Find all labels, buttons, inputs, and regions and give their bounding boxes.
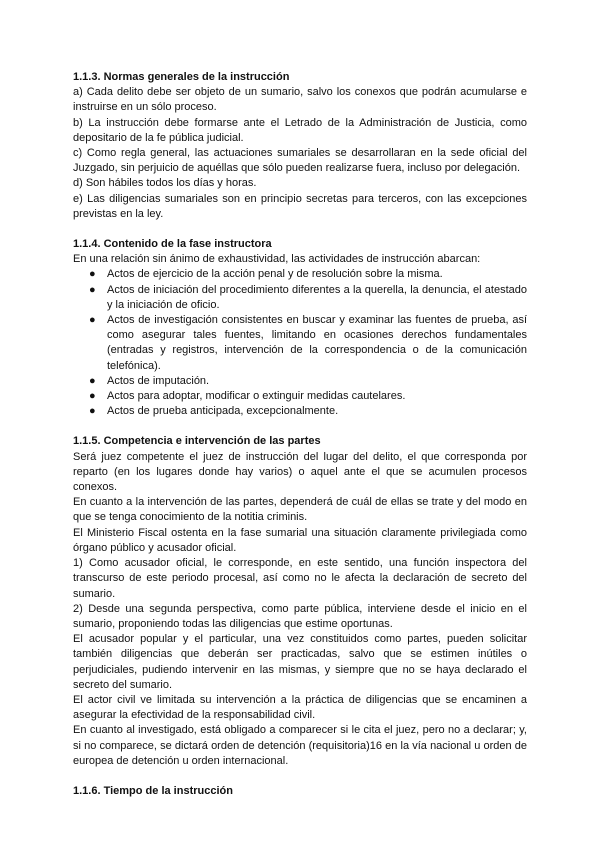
bullet-list [73, 267, 527, 419]
section-competencia-partes [73, 434, 527, 768]
section-normas-generales [73, 70, 527, 222]
paragraph: a) Cada delito debe ser objeto de un sumario, salvo los conexos que podrán acumularse e instruirse en un sólo proceso. [73, 86, 527, 114]
section-heading: 1.1.6. Tiempo de la instrucción [73, 784, 233, 797]
bullet-icon: ● [89, 390, 96, 403]
bullet-icon: ● [89, 405, 96, 418]
paragraph: b) La instrucción debe formarse ante el Letrado de la Administración de Justicia, como depositario de la fe pública judicial. [73, 116, 527, 144]
list-item-text: Actos de ejercicio de la acción penal y de resolución sobre la misma. [107, 268, 443, 281]
bullet-icon: ● [89, 268, 96, 281]
section-contenido-fase [73, 237, 527, 419]
section-spacer [73, 769, 527, 784]
list-item-text: Actos para adoptar, modificar o extinguir medidas cautelares. [107, 390, 406, 403]
section-heading: 1.1.4. Contenido de la fase instructora [73, 238, 272, 251]
list-item-text: Actos de investigación consistentes en buscar y examinar las fuentes de prueba, así como asegurar tales fuentes, limitando en ocasiones derechos fundamentales (entradas y registros, intervención de la correspondencia o de la comunicación telefónica). [107, 314, 527, 372]
paragraph: e) Las diligencias sumariales son en principio secretas para terceros, con las excepciones previstas en la ley. [73, 192, 527, 220]
paragraph: En una relación sin ánimo de exhaustividad, las actividades de instrucción abarcan: [73, 253, 481, 266]
paragraph: Será juez competente el juez de instrucción del lugar del delito, el que corresponda por reparto (en los lugares donde hay varios) o aquel ante el que se acumulen procesos conexos. [73, 450, 527, 494]
list-item [73, 389, 527, 404]
list-item [73, 313, 527, 374]
document-page [73, 70, 527, 799]
bullet-icon: ● [89, 283, 96, 296]
paragraph: d) Son hábiles todos los días y horas. [73, 177, 257, 190]
list-item [73, 267, 527, 282]
section-heading: 1.1.5. Competencia e intervención de las partes [73, 435, 321, 448]
list-item-text: Actos de prueba anticipada, excepcionalmente. [107, 405, 339, 418]
list-item-text: Actos de iniciación del procedimiento diferentes a la querella, la denuncia, el atestado y la iniciación de oficio. [107, 283, 527, 311]
paragraph: El Ministerio Fiscal ostenta en la fase sumarial una situación claramente privilegiada como órgano público y acusador oficial. [73, 526, 527, 554]
section-spacer [73, 222, 527, 237]
paragraph: En cuanto a la intervención de las partes, dependerá de cuál de ellas se trate y del modo en que se tenga conocimiento de la notitia criminis. [73, 496, 527, 524]
bullet-icon: ● [89, 314, 96, 327]
paragraph: 2) Desde una segunda perspectiva, como parte pública, interviene desde el inicio en el sumario, proponiendo todas las diligencias que estime oportunas. [73, 602, 527, 630]
section-tiempo-instruccion [73, 784, 527, 799]
list-item-text: Actos de imputación. [107, 374, 210, 387]
paragraph: c) Como regla general, las actuaciones sumariales se desarrollaran en la sede oficial del Juzgado, sin perjuicio de aquéllas que sólo pueden realizarse fuera, incluso por delegación. [73, 147, 527, 175]
section-heading: 1.1.3. Normas generales de la instrucción [73, 71, 290, 83]
paragraph: En cuanto al investigado, está obligado a comparecer si le cita el juez, pero no a declarar; y, si no comparece, se dictará orden de detención (requisitoria)16 en la vía nacional u orden de europea de detención u orden internacional. [73, 724, 527, 767]
paragraph: El actor civil ve limitada su intervención a la práctica de diligencias que se encaminen a asegurar la efectividad de la responsabilidad civil. [73, 693, 527, 722]
paragraph: 1) Como acusador oficial, le corresponde, en este sentido, una función inspectora del transcurso de este periodo procesal, así como no le afecta la declaración de secreto del sumario. [73, 557, 527, 600]
paragraph: El acusador popular y el particular, una vez constituidos como partes, pueden solicitar también diligencias que deberán ser practicadas, salvo que se estimen inútiles o perjudiciales, pudiendo intervenir en las mismas, y siempre que no se haya declarado el secreto del sumario. [73, 633, 527, 691]
bullet-icon: ● [89, 374, 96, 387]
list-item [73, 404, 527, 419]
list-item [73, 283, 527, 313]
list-item [73, 374, 527, 389]
section-spacer [73, 419, 527, 434]
